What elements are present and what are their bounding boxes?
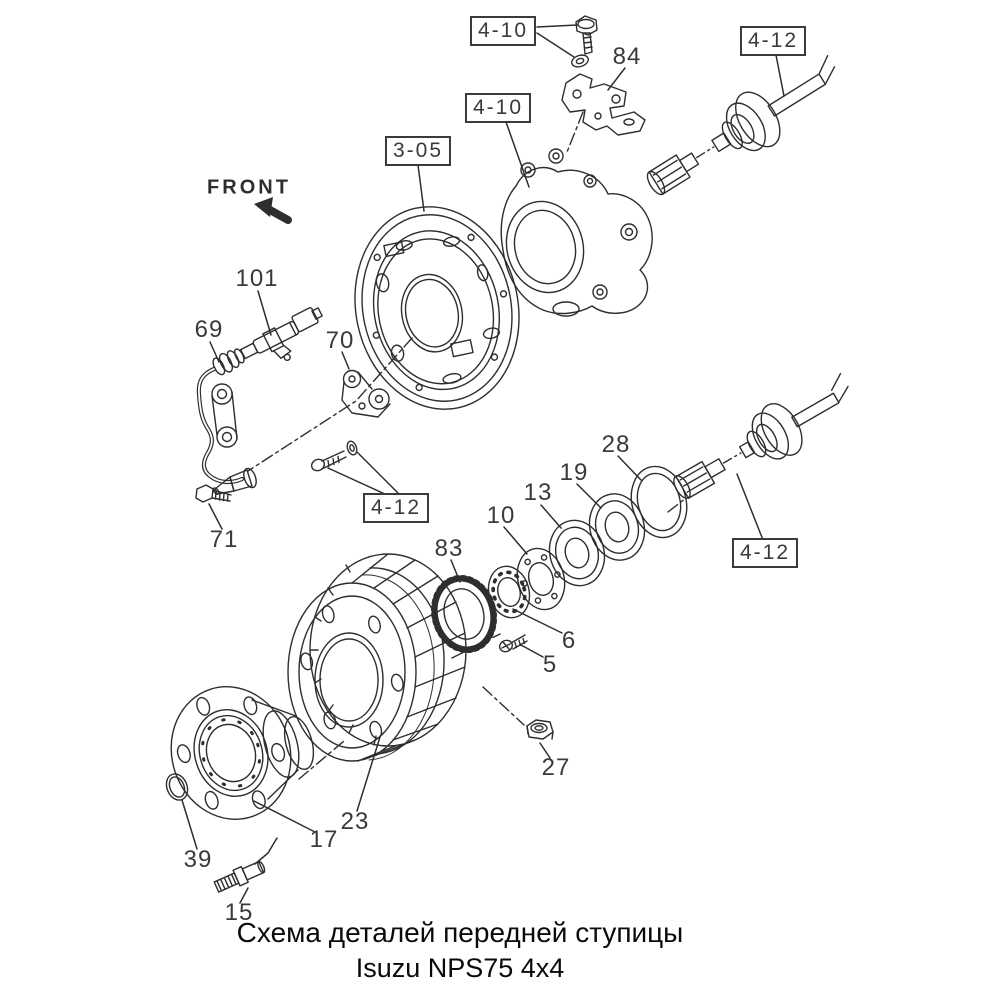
bolt-71-drawing <box>196 485 231 502</box>
part-label-17: 17 <box>309 826 339 853</box>
axle-shaft-upper-drawing <box>635 45 853 212</box>
part-label-23: 23 <box>340 808 370 835</box>
mounting-bolt-drawing <box>570 16 597 69</box>
part-label-84: 84 <box>612 43 642 70</box>
part-label-39: 39 <box>183 846 213 873</box>
bracket-84-drawing <box>562 74 645 135</box>
wheel-hub-drawing <box>154 671 318 835</box>
tone-ring-drawing <box>426 571 502 657</box>
part-label-71: 71 <box>209 526 239 553</box>
ref-box-4-12-axle: 4-12 <box>732 538 798 568</box>
ref-box-3-05: 3-05 <box>385 136 451 166</box>
front-arrow-icon <box>254 197 288 220</box>
part-label-6: 6 <box>561 627 577 654</box>
bolt-5-drawing <box>498 635 527 654</box>
part-label-101: 101 <box>235 265 279 292</box>
front-label: FRONT <box>207 176 291 199</box>
part-label-83: 83 <box>434 535 464 562</box>
speed-sensor-drawing <box>210 304 333 391</box>
axle-nut-drawing <box>527 720 553 739</box>
part-label-27: 27 <box>541 754 571 781</box>
caption-title: Схема деталей передней ступицы <box>236 917 684 948</box>
sensor-harness-drawing <box>199 369 242 482</box>
diagram-caption <box>110 917 810 984</box>
caption-subtitle: Isuzu NPS75 4x4 <box>355 953 565 983</box>
part-label-5: 5 <box>542 651 558 678</box>
ref-box-4-12-top-right: 4-12 <box>740 26 806 56</box>
part-label-70: 70 <box>325 327 355 354</box>
brake-drum-drawing <box>288 554 466 761</box>
part-label-15: 15 <box>224 899 254 926</box>
part-label-13: 13 <box>523 479 553 506</box>
part-label-10: 10 <box>486 502 516 529</box>
part-label-19: 19 <box>559 459 589 486</box>
mount-bolt-washer-drawing <box>310 440 359 473</box>
part-label-28: 28 <box>601 431 631 458</box>
ref-box-4-10-top: 4-10 <box>470 16 536 46</box>
knuckle-housing-drawing <box>496 149 652 316</box>
part-label-69: 69 <box>194 316 224 343</box>
ref-box-4-12-sensor: 4-12 <box>363 493 429 523</box>
ref-box-4-10-knuckle: 4-10 <box>465 93 531 123</box>
bolt-15-drawing <box>213 858 267 894</box>
axle-shaft-lower-drawing <box>663 366 864 514</box>
